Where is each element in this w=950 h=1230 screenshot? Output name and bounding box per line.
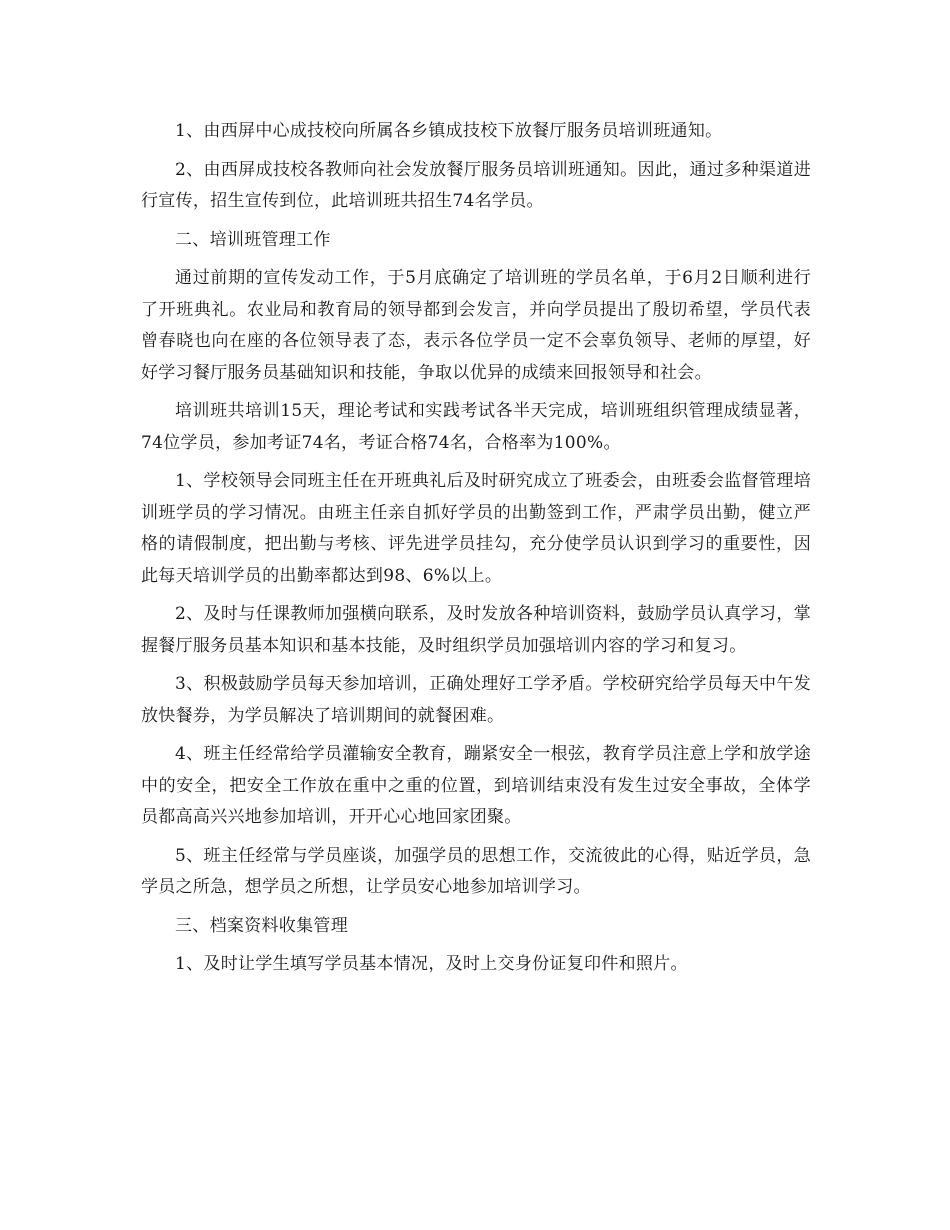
paragraph: 1、及时让学生填写学员基本情况，及时上交身份证复印件和照片。	[175, 954, 688, 974]
paragraph: 1、学校领导会同班主任在开班典礼后及时研究成立了班委会，由班委会监督管理培训班学员的学习情况。由班主任亲自抓好学员的出勤签到工作，严肃学员出勤，健立严格的请假制度，把出勤与考核、评先进学员挂勾，充分使学员认识到学习的重要性，因此每天培训学员的出勤率都达到98、6%以上。	[141, 471, 811, 586]
paragraph: 通过前期的宣传发动工作，于5月底确定了培训班的学员名单，于6月2日顺利进行了开班典礼。农业局和教育局的领导都到会发言，并向学员提出了殷切希望，学员代表曾春晓也向在座的各位领导表了态，表示各位学员一定不会辜负领导、老师的厚望，好好学习餐厅服务员基础知识和技能，争取以优异的成绩来回报领导和社会。	[141, 268, 811, 383]
paragraph: 5、班主任经常与学员座谈，加强学员的思想工作，交流彼此的心得，贴近学员，急学员之所急，想学员之所想，让学员安心地参加培训学习。	[141, 845, 811, 897]
section-heading: 二、培训班管理工作	[175, 229, 331, 250]
paragraph: 3、积极鼓励学员每天参加培训，正确处理好工学矛盾。学校研究给学员每天中午发放快餐券，为学员解决了培训期间的就餐困难。	[141, 674, 811, 726]
document-body	[141, 116, 811, 981]
paragraph: 4、班主任经常给学员灌输安全教育，蹦紧安全一根弦，教育学员注意上学和放学途中的安全，把安全工作放在重中之重的位置，到培训结束没有发生过安全事故，全体学员都高高兴兴地参加培训，开开心心地回家团聚。	[141, 744, 811, 827]
section-heading: 三、档案资料收集管理	[175, 915, 348, 936]
paragraph: 1、由西屏中心成技校向所属各乡镇成技校下放餐厅服务员培训班通知。	[175, 121, 723, 141]
paragraph: 培训班共培训15天，理论考试和实践考试各半天完成，培训班组织管理成绩显著，74位学员，参加考证74名，考证合格74名，合格率为100%。	[141, 401, 811, 453]
paragraph: 2、及时与任课教师加强横向联系，及时发放各种培训资料，鼓励学员认真学习，掌握餐厅服务员基本知识和基本技能，及时组织学员加强培训内容的学习和复习。	[141, 604, 811, 656]
paragraph: 2、由西屏成技校各教师向社会发放餐厅服务员培训班通知。因此，通过多种渠道进行宣传，招生宣传到位，此培训班共招生74名学员。	[141, 159, 811, 211]
